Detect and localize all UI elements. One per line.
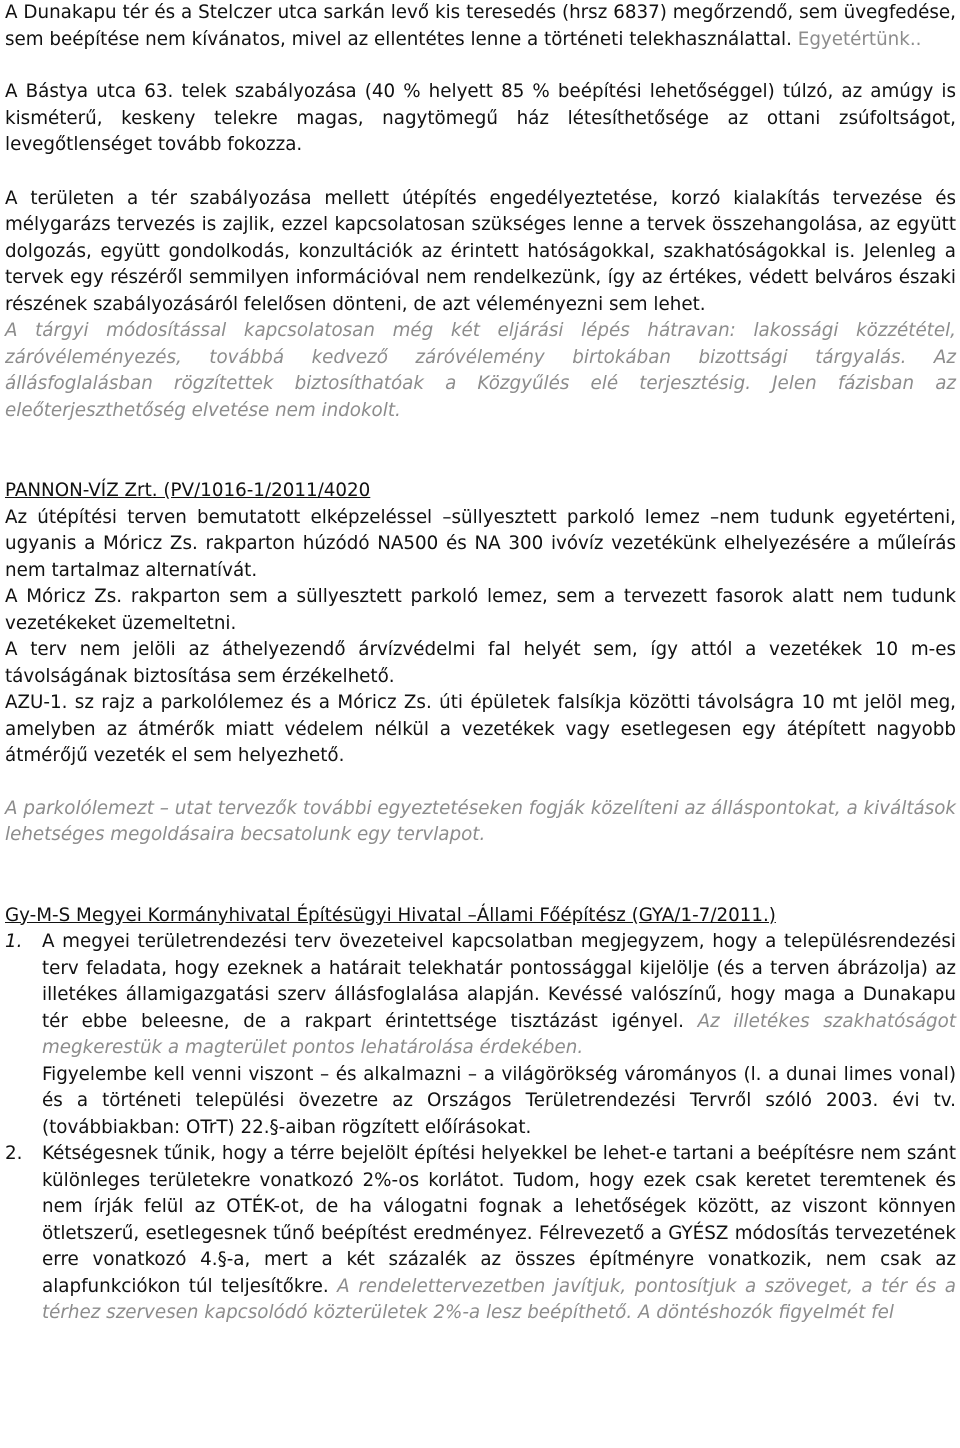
item-body (42, 929, 956, 1141)
list-item (5, 1141, 956, 1327)
item-extra: Figyelembe kell venni viszont – és alkalmazni – a világörökség várományos (l. a dunai limes vonal) és a történeti települési övezetre az Országos Területrendezési Tervről szóló 2003. évi tv. (továbbiakban: OTrT) 22.§-aiban rögzített előírásokat. (42, 1063, 956, 1138)
dunakapu-reply: Egyetértünk.. (791, 28, 922, 50)
pannon-paragraph-4: AZU-1. sz rajz a parkolólemez és a Móricz Zs. úti épületek falsíkja közötti távolságra 10 mt jelöl meg, amelyben az átmérők miatt védelem nélkül a vezetékek vagy esetlegesen egy átépített nagyobb átmérőjű vezeték el sem helyezhető. (5, 692, 956, 766)
pannon-reply: A parkolólemezt – utat tervezők további egyeztetéseken fogják közelíteni az álláspontokat, a kiváltások lehetséges megoldásaira becsatolunk egy tervlapot. (5, 797, 956, 845)
pannon-paragraph-1: Az útépítési terven bemutatott elképzeléssel –süllyesztett parkoló lemez –nem tudunk egyetérteni, ugyanis a Móricz Zs. rakparton húzódó NA500 és NA 300 ivóvíz vezetékünk elhelyezésére a műleírás nem tartalmaz alternatívát. (5, 506, 956, 581)
paragraph-terulet (5, 186, 956, 319)
item-reply: A rendelettervezetben javítjuk, pontosítjuk a szöveget, a tér és a térhez szervesen kapcsolódó közterületek 2%-a lesz beépíthető. A döntéshozók figyelmét fel (42, 1275, 957, 1323)
pannon-section (5, 478, 956, 849)
item-number: 2. (5, 1143, 23, 1164)
intro-section (5, 0, 956, 424)
item-main-text: Kétségesnek tűnik, hogy a térre bejelölt építési helyekkel be lehet-e tartani a beépítésre nem szánt különleges területekre vonatkozó 2%-os korlátot. Tudom, hogy ezek csak keretet teremtenek és nem írják felül az OTÉK-ot, de ha válogatni fognak a lehetőségek között, az viszont könnyen ötletszerű, esetlegesnek tűnő beépítést eredményez. Félrevezető a GYÉSZ módosítás tervezetének erre vonatkozó 4.§-a, mert a két százalék az összes építményre vonatkozik, nem csak az alapfunkciókon túl teljesítőkre. (42, 1143, 956, 1297)
item-text (42, 929, 956, 1062)
item-main-text: A megyei területrendezési terv övezeteivel kapcsolatban megjegyzem, hogy a településrendezési terv feladata, hogy ezeknek a határait telekhatár pontossággal kijelölje (és a terven ábrázolja) az illetékes államigazgatási szerv állásfoglalása alapján. Kevéssé valószínű, hogy maga a Dunakapu tér ebbe beleesne, de a rakpart érintettsége tisztázást igényel. (42, 931, 956, 1032)
item-number: 1. (5, 931, 23, 952)
bastya-text: A Bástya utca 63. telek szabályozása (40 % helyett 85 % beépítési lehetőséggel) túlzó, az amúgy is kisméterű, keskeny telekre magas, nagytömegű ház létesíthetősége az ottani zsúfoltságot, levegőtlenséget tovább fokozza. (5, 81, 956, 155)
gymsm-heading: Gy-M-S Megyei Kormányhivatal Építésügyi Hivatal –Állami Főépítész (GYA/1-7/2011.) (5, 904, 776, 926)
item-text (42, 1141, 956, 1327)
item-reply: Az illetékes szakhatóságot megkerestük a magterület pontos lehatárolása érdekében. (42, 1010, 956, 1058)
pannon-paragraph-3: A terv nem jelöli az áthelyezendő árvízvédelmi fal helyét sem, így attól a vezetékek 10 m-es távolságának biztosítása sem érzékelhető. (5, 639, 956, 687)
paragraph-bastya (5, 79, 956, 159)
pannon-heading: PANNON-VÍZ Zrt. (PV/1016-1/2011/4020 (5, 480, 371, 501)
gymsm-section (5, 903, 956, 1327)
item-body (42, 1141, 956, 1327)
terulet-reply: A tárgyi módosítással kapcsolatosan még két eljárási lépés hátravan: lakossági közzététel, záróvéleményezés, továbbá kedvező záróvélemény birtokában bizottsági tárgyalás. Az állásfoglalásban rögzítettek biztosíthatóak a Közgyűlés elé terjesztésig. Jelen fázisban az eleőterjeszthetőség elvetése nem indokolt. (5, 320, 956, 421)
dunakapu-text: A Dunakapu tér és a Stelczer utca sarkán levő kis teresedés (hrsz 6837) megőrzendő, sem üvegfedése, sem beépítése nem kívánatos, mivel az ellentétes lenne a történeti telekhasználattal. (5, 2, 956, 50)
pannon-paragraph-2: A Móricz Zs. rakparton sem a süllyesztett parkoló lemez, sem a tervezett fasorok alatt nem tudunk vezetékeket üzemeltetni. (5, 586, 956, 634)
terulet-text: A területen a tér szabályozása mellett útépítés engedélyeztetése, korzó kialakítás tervezése és mélygarázs tervezés is zajlik, ezzel kapcsolatosan szükséges lenne a tervek összehangolása, az együtt dolgozás, együtt gondolkodás, konzultációk az érintett hatóságokkal, szakhatóságokkal is. Jelenleg a tervek egy részéről semmilyen információval nem rendelkezünk, így az értékes, védett belváros északi részének szabályozásáról felelősen dönteni, de azt véleményezni sem lehet. (5, 187, 956, 315)
paragraph-dunakapu (5, 0, 956, 53)
list-item (5, 929, 956, 1141)
